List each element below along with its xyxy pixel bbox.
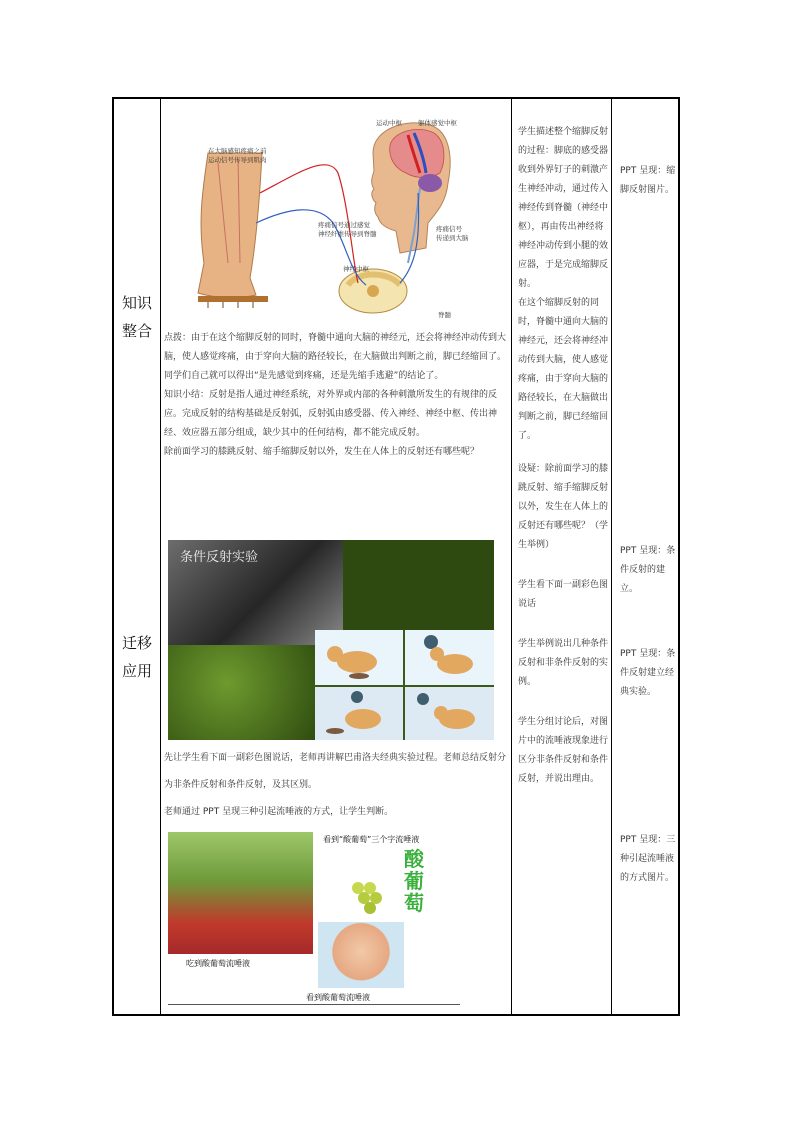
dog-food-icon [315, 687, 403, 740]
reflex-figure [168, 113, 488, 318]
lesson-table [112, 97, 680, 1016]
label-brain-note: 在大脑感知疼痛之前 运动信号传导到肌肉 [208, 147, 267, 164]
label-spine: 脊髓 [438, 311, 451, 318]
column-divider [611, 99, 612, 1014]
paragraph-question: 除前面学习的膝跳反射、缩手缩脚反射以外，发生在人体上的反射还有哪些呢？ [164, 447, 480, 457]
ppt-ppt3: PPT 呈现：条件反射建立经典实验。 [620, 649, 676, 697]
ppt-ppt1: PPT 呈现：缩脚反射图片。 [620, 166, 676, 195]
dog-salivate-icon [405, 687, 494, 740]
figure3-header: 看到“酸葡萄”三个字流唾液 [323, 835, 420, 844]
grapes-icon [346, 878, 386, 918]
stage-transfer: 迁移 应用 [121, 634, 152, 680]
caption-see-grapes: 看到酸葡萄流唾液 [306, 993, 370, 1002]
figure2-title: 条件反射实验 [180, 550, 259, 565]
student-block-3: 设疑：除前面学习的膝跳反射、缩手缩脚反射以外，发生在人体上的反射还有哪些呢？（学生举例） [518, 464, 609, 550]
leaf-background [168, 645, 315, 740]
reflex-illustration [168, 113, 488, 318]
paragraph-guide: 先让学生看下面一副彩色图说话，老师再讲解巴甫洛夫经典实验过程。老师总结反射分为非条件反射和条件反射，及其区别。 [164, 753, 507, 790]
dog-bell-icon [405, 630, 494, 685]
dog-panel-4 [405, 687, 494, 740]
dog-panel-1 [315, 630, 403, 685]
paragraph-ppt: 老师通过 PPT 呈现三种引起流唾液的方式，让学生判断。 [164, 807, 394, 817]
figure3-word: 酸 葡 萄 [404, 847, 424, 915]
paragraph-summary: 知识小结：反射是指人通过神经系统，对外界或内部的各种刺激所发生的有规律的反应。完成反射的结构基础是反射弧，反射弧由感受器、传入神经、神经中枢、传出神经、效应器五部分组成，缺少其中的任何结构，都不能完成反射。 [164, 390, 498, 438]
label-motor-center: 运动中枢 [376, 119, 402, 127]
student-block-6: 学生分组讨论后，对图片中的流唾液现象进行区分非条件反射和条件反射，并说出理由。 [518, 717, 609, 784]
green-panel [343, 540, 494, 630]
photo-children-eating [168, 832, 313, 954]
column-divider [160, 99, 161, 1014]
student-block-4: 学生看下面一副彩色图说话 [518, 580, 609, 609]
student-block-2: 在这个缩脚反射的同时，脊髓中通向大脑的神经元，还会将神经冲动传到大脑，使人感觉疼痛，由于穿向大脑的路径较长，在大脑做出判断之前，脚已经缩回了。 [518, 298, 609, 441]
label-pain-up: 疼痛信号 传递到大脑 [436, 225, 469, 242]
conditioned-reflex-figure [168, 540, 494, 740]
column-divider [511, 99, 512, 1014]
dog-panel-2 [405, 630, 494, 685]
dog-icon [315, 630, 403, 685]
paragraph-points: 点拨：由于在这个缩脚反射的同时，脊髓中通向大脑的神经元，还会将神经冲动传到大脑，使人感觉疼痛，由于穿向大脑的路径较长，在大脑做出判断之前，脚已经缩回了。同学们自己就可以得出“是先感觉到疼痛，还是先缩手逃避”的结论了。 [164, 333, 507, 381]
label-nerve-center: 神经中枢 [343, 265, 369, 273]
label-sensory-center: 躯体感觉中枢 [418, 119, 457, 127]
ppt-ppt4: PPT 呈现：三种引起流唾液的方式图片。 [620, 835, 676, 883]
saliva-figure [168, 832, 460, 1005]
student-block-5: 学生举例说出几种条件反射和非条件反射的实例。 [518, 639, 609, 687]
student-activity-column [518, 123, 608, 789]
content-column-lower [164, 745, 509, 826]
dog-panel-3 [315, 687, 403, 740]
content-column [164, 329, 509, 462]
stage-knowledge: 知识 整合 [121, 294, 152, 340]
caption-eat-grapes: 吃到酸葡萄流唾液 [186, 959, 250, 968]
label-pain-path: 疼痛信号通过感觉 神经纤维传导到脊髓 [318, 221, 377, 238]
photo-child-grapes [318, 922, 404, 988]
ppt-ppt2: PPT 呈现：条件反射的建立。 [620, 546, 676, 594]
student-block-1: 学生描述整个缩脚反射的过程：脚底的感受器收到外界钉子的刺激产生神经冲动，通过传入神经传到脊髓（神经中枢），再由传出神经将神经冲动传到小腿的效应器，于是完成缩脚反射。 [518, 127, 609, 289]
